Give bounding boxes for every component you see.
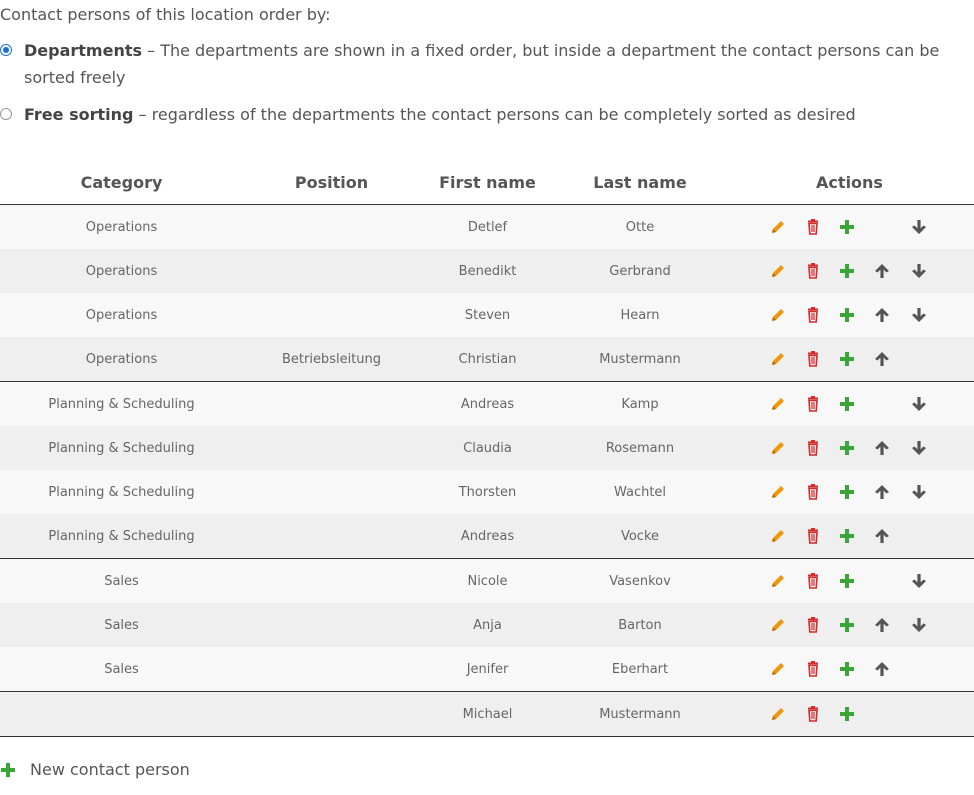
table-row	[0, 514, 974, 559]
cell-category: Operations	[0, 249, 243, 293]
table-row	[0, 205, 974, 250]
cell-last-name: Mustermann	[555, 337, 725, 382]
edit-button[interactable]	[769, 262, 787, 280]
trash-icon	[804, 395, 822, 413]
arrow-up-icon	[873, 660, 891, 678]
pencil-icon	[769, 218, 787, 236]
cell-position	[243, 559, 420, 604]
move-down-button[interactable]	[910, 218, 928, 236]
radio-free-sorting-description: – regardless of the departments the contact persons can be completely sorted as desired	[133, 105, 856, 124]
add-button[interactable]	[838, 483, 856, 501]
cell-last-name: Hearn	[555, 293, 725, 337]
new-contact-label: New contact person	[30, 760, 190, 779]
cell-position	[243, 603, 420, 647]
cell-category: Operations	[0, 205, 243, 250]
add-button[interactable]	[838, 660, 856, 678]
radio-free-sorting-text	[24, 101, 856, 128]
trash-icon	[804, 527, 822, 545]
trash-icon	[804, 616, 822, 634]
plus-icon	[838, 306, 856, 324]
table-row	[0, 692, 974, 737]
plus-icon	[838, 572, 856, 590]
cell-last-name: Mustermann	[555, 692, 725, 737]
delete-button[interactable]	[804, 483, 822, 501]
delete-button[interactable]	[804, 705, 822, 723]
cell-first-name: Detlef	[420, 205, 555, 250]
cell-actions	[725, 249, 974, 293]
add-button[interactable]	[838, 218, 856, 236]
add-button[interactable]	[838, 527, 856, 545]
cell-category: Sales	[0, 603, 243, 647]
cell-first-name: Claudia	[420, 426, 555, 470]
cell-first-name: Andreas	[420, 514, 555, 559]
pencil-icon	[769, 572, 787, 590]
plus-icon	[838, 660, 856, 678]
delete-button[interactable]	[804, 660, 822, 678]
add-button[interactable]	[838, 705, 856, 723]
arrow-up-icon	[873, 483, 891, 501]
radio-option-departments[interactable]	[0, 37, 970, 91]
move-down-button[interactable]	[910, 306, 928, 324]
trash-icon	[804, 705, 822, 723]
cell-actions	[725, 426, 974, 470]
trash-icon	[804, 483, 822, 501]
cell-first-name: Anja	[420, 603, 555, 647]
move-down-button[interactable]	[910, 572, 928, 590]
table-row	[0, 249, 974, 293]
cell-first-name: Christian	[420, 337, 555, 382]
plus-icon	[838, 218, 856, 236]
cell-last-name: Wachtel	[555, 470, 725, 514]
pencil-icon	[769, 705, 787, 723]
add-button[interactable]	[838, 572, 856, 590]
arrow-down-icon	[910, 262, 928, 280]
add-button[interactable]	[838, 395, 856, 413]
cell-actions	[725, 647, 974, 692]
add-button[interactable]	[838, 616, 856, 634]
cell-position	[243, 382, 420, 427]
cell-position	[243, 249, 420, 293]
cell-position	[243, 470, 420, 514]
table-row	[0, 603, 974, 647]
pencil-icon	[769, 616, 787, 634]
trash-icon	[804, 218, 822, 236]
trash-icon	[804, 306, 822, 324]
delete-button[interactable]	[804, 262, 822, 280]
move-down-button[interactable]	[910, 262, 928, 280]
trash-icon	[804, 439, 822, 457]
edit-button[interactable]	[769, 660, 787, 678]
cell-actions	[725, 692, 974, 737]
plus-icon	[838, 350, 856, 368]
cell-last-name: Vocke	[555, 514, 725, 559]
arrow-down-icon	[910, 616, 928, 634]
arrow-down-icon	[910, 395, 928, 413]
cell-first-name: Jenifer	[420, 647, 555, 692]
contacts-table	[0, 160, 974, 737]
cell-last-name: Kamp	[555, 382, 725, 427]
plus-icon	[838, 262, 856, 280]
cell-first-name: Benedikt	[420, 249, 555, 293]
header-actions: Actions	[725, 160, 974, 205]
table-row	[0, 426, 974, 470]
arrow-down-icon	[910, 483, 928, 501]
radio-free-sorting[interactable]	[0, 108, 12, 120]
sort-heading: Contact persons of this location order by:	[0, 5, 331, 24]
cell-last-name: Gerbrand	[555, 249, 725, 293]
cell-category: Planning & Scheduling	[0, 382, 243, 427]
add-button[interactable]	[838, 306, 856, 324]
arrow-up-icon	[873, 306, 891, 324]
delete-button[interactable]	[804, 218, 822, 236]
header-first-name: First name	[420, 160, 555, 205]
pencil-icon	[769, 350, 787, 368]
cell-position	[243, 293, 420, 337]
edit-button[interactable]	[769, 350, 787, 368]
edit-button[interactable]	[769, 483, 787, 501]
move-up-button[interactable]	[873, 439, 891, 457]
delete-button[interactable]	[804, 572, 822, 590]
cell-position	[243, 205, 420, 250]
cell-category: Planning & Scheduling	[0, 426, 243, 470]
cell-last-name: Rosemann	[555, 426, 725, 470]
cell-category: Planning & Scheduling	[0, 470, 243, 514]
radio-free-sorting-label: Free sorting	[24, 105, 134, 124]
move-up-button[interactable]	[873, 483, 891, 501]
arrow-down-icon	[910, 572, 928, 590]
delete-button[interactable]	[804, 439, 822, 457]
arrow-up-icon	[873, 616, 891, 634]
arrow-up-icon	[873, 262, 891, 280]
cell-actions	[725, 514, 974, 559]
radio-departments-text	[24, 37, 970, 91]
move-up-button[interactable]	[873, 616, 891, 634]
cell-category	[0, 692, 243, 737]
cell-last-name: Barton	[555, 603, 725, 647]
move-up-button[interactable]	[873, 350, 891, 368]
pencil-icon	[769, 395, 787, 413]
move-down-button[interactable]	[910, 483, 928, 501]
plus-icon	[838, 705, 856, 723]
delete-button[interactable]	[804, 350, 822, 368]
header-category: Category	[0, 160, 243, 205]
edit-button[interactable]	[769, 439, 787, 457]
delete-button[interactable]	[804, 616, 822, 634]
cell-category: Sales	[0, 559, 243, 604]
edit-button[interactable]	[769, 527, 787, 545]
cell-first-name: Thorsten	[420, 470, 555, 514]
table-row	[0, 470, 974, 514]
arrow-down-icon	[910, 218, 928, 236]
pencil-icon	[769, 439, 787, 457]
cell-actions	[725, 337, 974, 382]
cell-position	[243, 692, 420, 737]
edit-button[interactable]	[769, 616, 787, 634]
plus-icon	[838, 439, 856, 457]
cell-position	[243, 514, 420, 559]
arrow-down-icon	[910, 439, 928, 457]
delete-button[interactable]	[804, 527, 822, 545]
cell-category: Operations	[0, 293, 243, 337]
cell-position	[243, 426, 420, 470]
radio-option-free-sorting[interactable]	[0, 101, 970, 128]
cell-category: Planning & Scheduling	[0, 514, 243, 559]
table-header-row	[0, 160, 974, 205]
table-row	[0, 559, 974, 604]
delete-button[interactable]	[804, 395, 822, 413]
cell-position	[243, 647, 420, 692]
pencil-icon	[769, 660, 787, 678]
edit-button[interactable]	[769, 705, 787, 723]
trash-icon	[804, 660, 822, 678]
radio-departments-label: Departments	[24, 41, 143, 60]
add-button[interactable]	[838, 262, 856, 280]
plus-icon	[838, 527, 856, 545]
add-button[interactable]	[838, 350, 856, 368]
cell-category: Operations	[0, 337, 243, 382]
table-row	[0, 293, 974, 337]
cell-actions	[725, 205, 974, 250]
cell-actions	[725, 470, 974, 514]
edit-button[interactable]	[769, 306, 787, 324]
pencil-icon	[769, 306, 787, 324]
cell-first-name: Andreas	[420, 382, 555, 427]
arrow-down-icon	[910, 306, 928, 324]
pencil-icon	[769, 483, 787, 501]
cell-last-name: Vasenkov	[555, 559, 725, 604]
plus-icon	[838, 395, 856, 413]
move-down-button[interactable]	[910, 616, 928, 634]
table-row	[0, 647, 974, 692]
arrow-up-icon	[873, 439, 891, 457]
edit-button[interactable]	[769, 395, 787, 413]
arrow-up-icon	[873, 527, 891, 545]
cell-actions	[725, 559, 974, 604]
header-position: Position	[243, 160, 420, 205]
radio-departments[interactable]	[0, 44, 12, 56]
header-last-name: Last name	[555, 160, 725, 205]
trash-icon	[804, 572, 822, 590]
move-down-button[interactable]	[910, 439, 928, 457]
cell-actions	[725, 382, 974, 427]
cell-position: Betriebsleitung	[243, 337, 420, 382]
cell-first-name: Nicole	[420, 559, 555, 604]
cell-actions	[725, 293, 974, 337]
cell-last-name: Otte	[555, 205, 725, 250]
move-down-button[interactable]	[910, 395, 928, 413]
cell-last-name: Eberhart	[555, 647, 725, 692]
pencil-icon	[769, 262, 787, 280]
radio-departments-description: – The departments are shown in a fixed order, but inside a department the contact persons can be sorted freely	[24, 41, 940, 87]
cell-category: Sales	[0, 647, 243, 692]
delete-button[interactable]	[804, 306, 822, 324]
edit-button[interactable]	[769, 572, 787, 590]
arrow-up-icon	[873, 350, 891, 368]
new-contact-button[interactable]	[0, 760, 190, 779]
add-button[interactable]	[838, 439, 856, 457]
plus-icon	[838, 616, 856, 634]
move-up-button[interactable]	[873, 527, 891, 545]
trash-icon	[804, 350, 822, 368]
pencil-icon	[769, 527, 787, 545]
move-up-button[interactable]	[873, 262, 891, 280]
move-up-button[interactable]	[873, 306, 891, 324]
edit-button[interactable]	[769, 218, 787, 236]
trash-icon	[804, 262, 822, 280]
plus-icon	[0, 762, 16, 778]
plus-icon	[838, 483, 856, 501]
cell-actions	[725, 603, 974, 647]
table-row	[0, 337, 974, 382]
cell-first-name: Steven	[420, 293, 555, 337]
move-up-button[interactable]	[873, 660, 891, 678]
table-row	[0, 382, 974, 427]
cell-first-name: Michael	[420, 692, 555, 737]
